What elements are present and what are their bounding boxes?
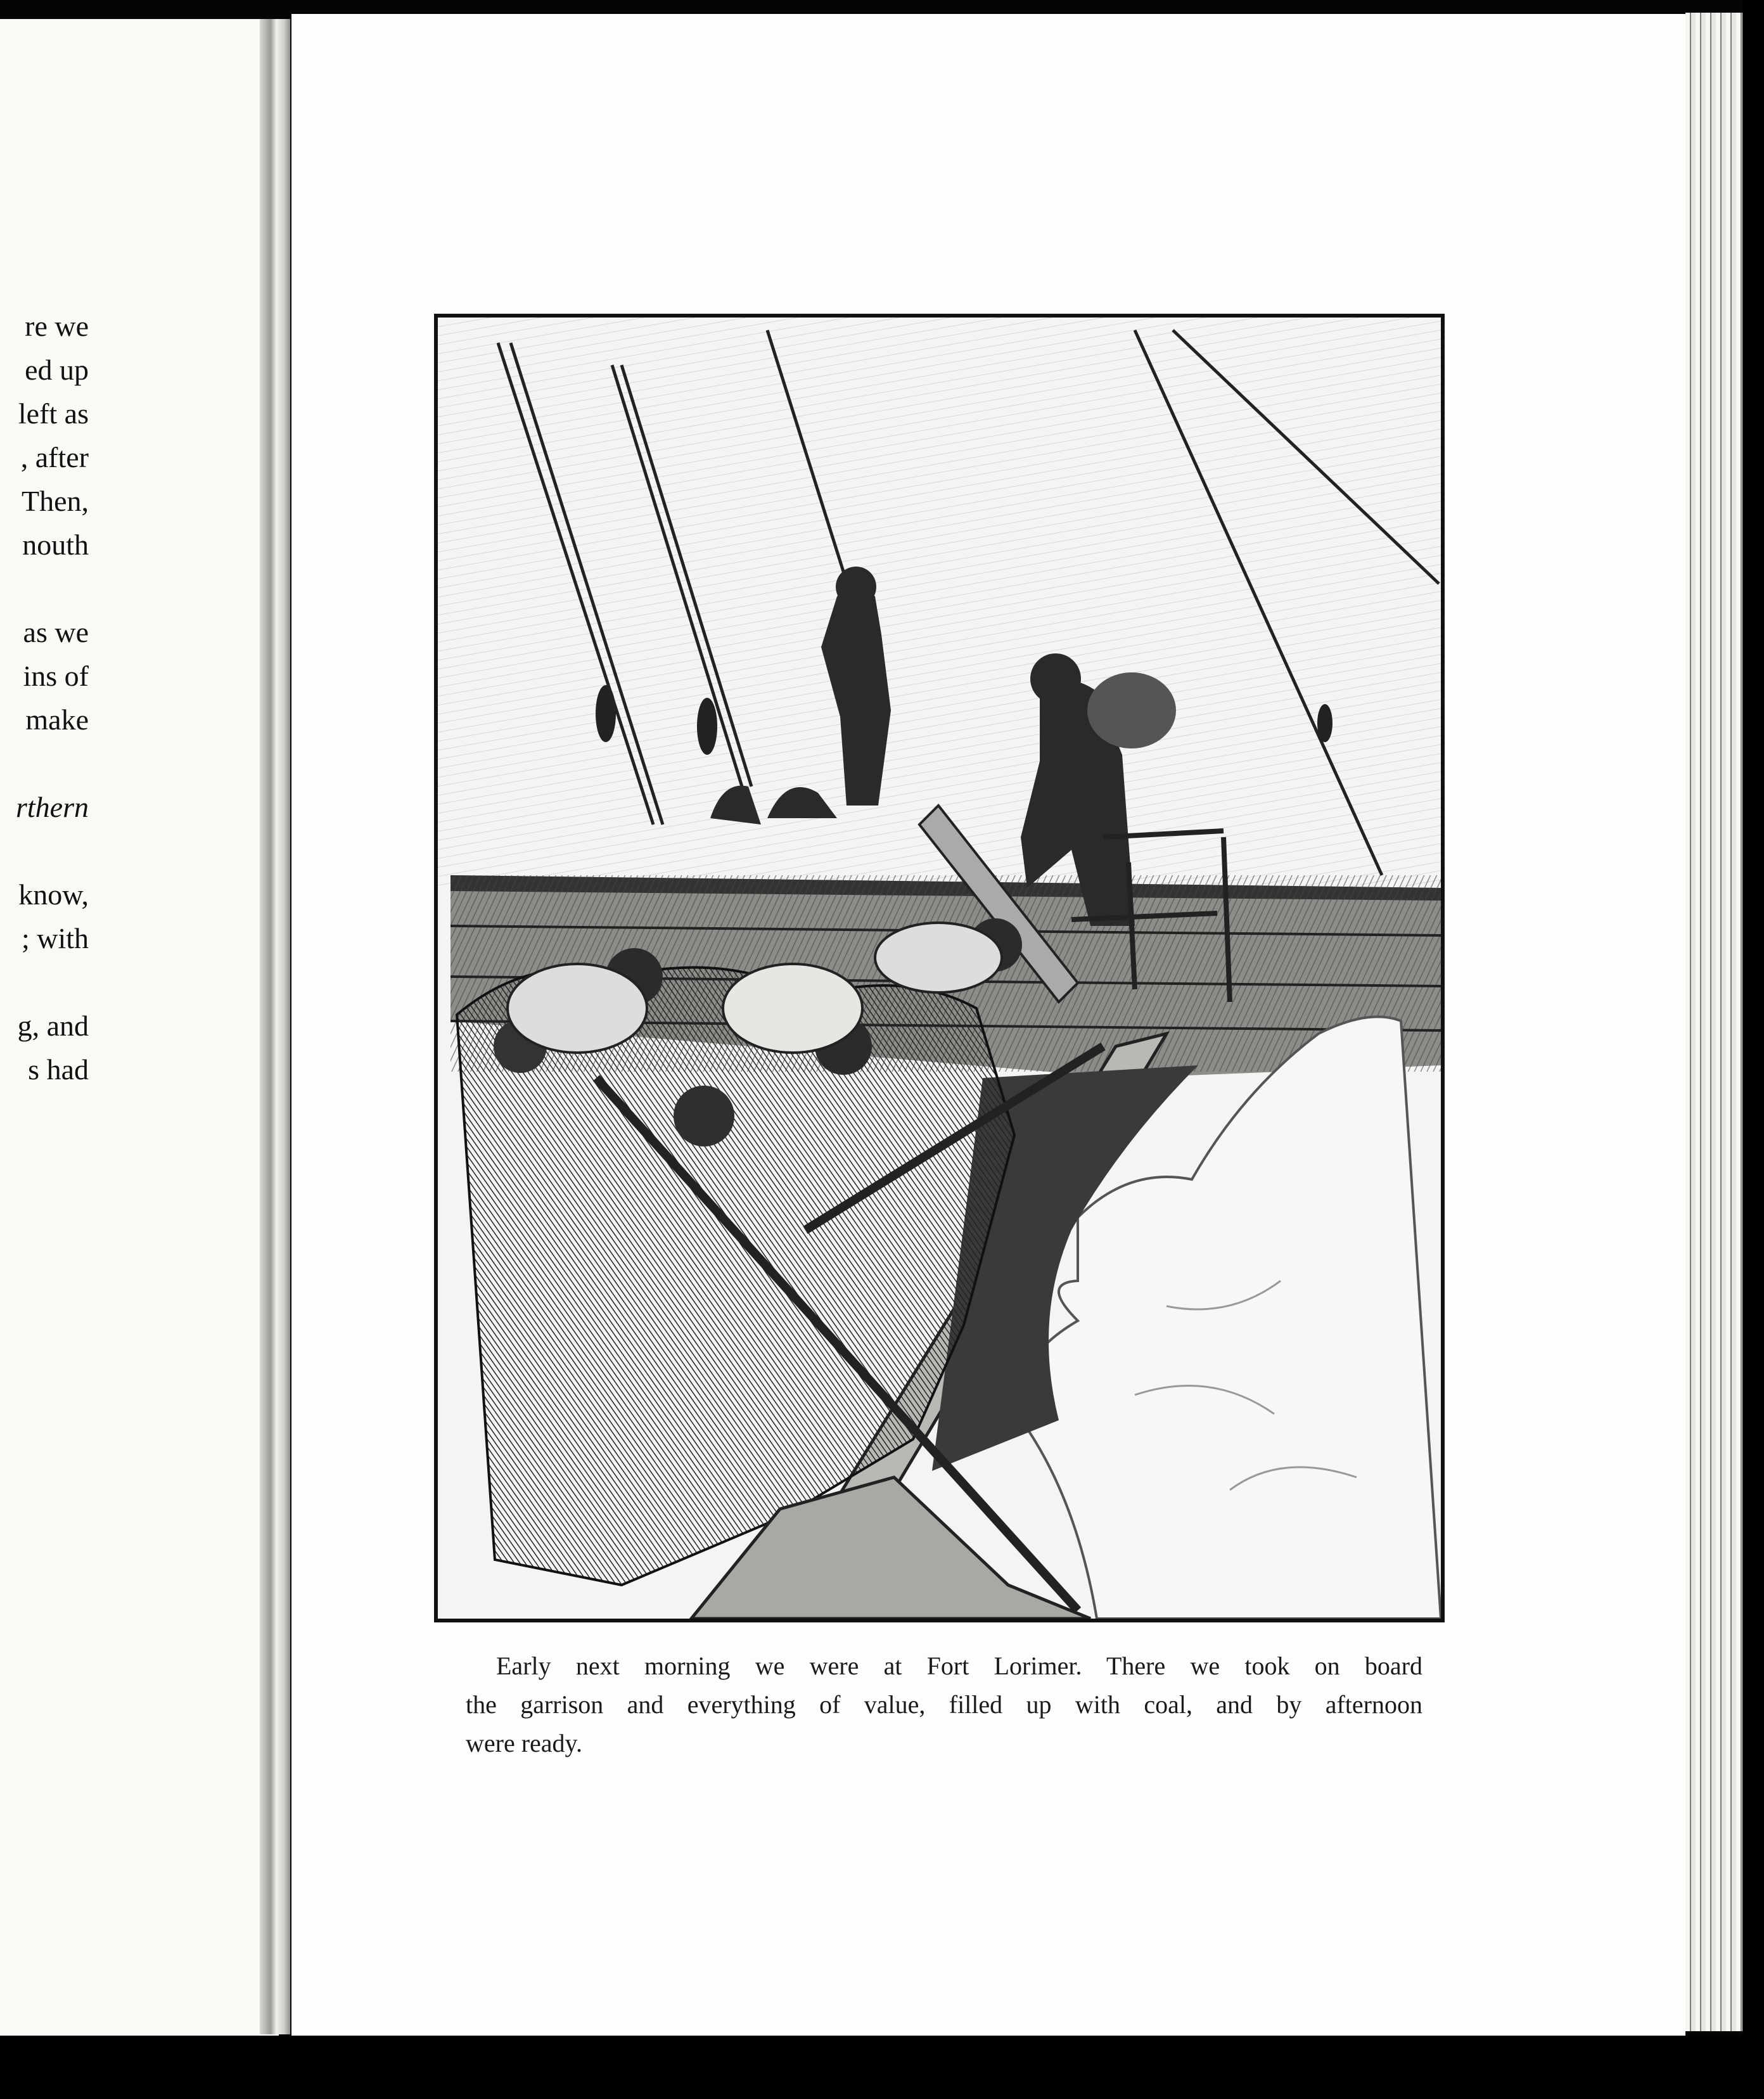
left-page-line: ed up xyxy=(25,354,89,386)
left-page-line: Then, xyxy=(21,485,89,517)
left-page-line: g, and xyxy=(17,1010,89,1042)
left-page-line: , after xyxy=(20,441,89,473)
scan-bottom-edge xyxy=(0,2036,1764,2099)
left-page-line: rthern xyxy=(16,791,89,823)
illustration-plate xyxy=(434,314,1445,1622)
left-page-line: know, xyxy=(18,878,89,911)
page-edge-shadow xyxy=(1742,0,1764,2099)
sky xyxy=(438,318,1441,888)
left-page-line: as we xyxy=(23,616,89,648)
left-page-text-fragment xyxy=(16,304,89,1091)
left-page-line: nouth xyxy=(22,529,89,561)
left-page-line: ins of xyxy=(23,660,89,692)
left-page-line xyxy=(16,829,89,873)
illustration-caption xyxy=(466,1646,1422,1762)
caption-line-1: Early next morning we were at Fort Lorimer. There we took on board xyxy=(496,1652,1422,1680)
left-page-line: re we xyxy=(25,310,89,342)
left-page-line xyxy=(16,741,89,785)
left-page-line xyxy=(16,960,89,1004)
caption-line-2: the garrison and everything of value, filled up with coal, and by afternoon xyxy=(466,1690,1422,1719)
left-page-line: make xyxy=(25,703,89,736)
engraving-illustration xyxy=(438,318,1441,1619)
left-page-line: left as xyxy=(18,397,89,430)
page-edges xyxy=(1685,13,1742,2031)
left-page-line: ; with xyxy=(21,922,89,954)
sailors-crowd xyxy=(457,918,1022,1585)
book-gutter xyxy=(260,19,290,2034)
left-page-line xyxy=(16,567,89,610)
left-page xyxy=(0,19,279,2038)
caption-line-3: were ready. xyxy=(466,1729,582,1757)
left-page-line: s had xyxy=(28,1053,89,1086)
